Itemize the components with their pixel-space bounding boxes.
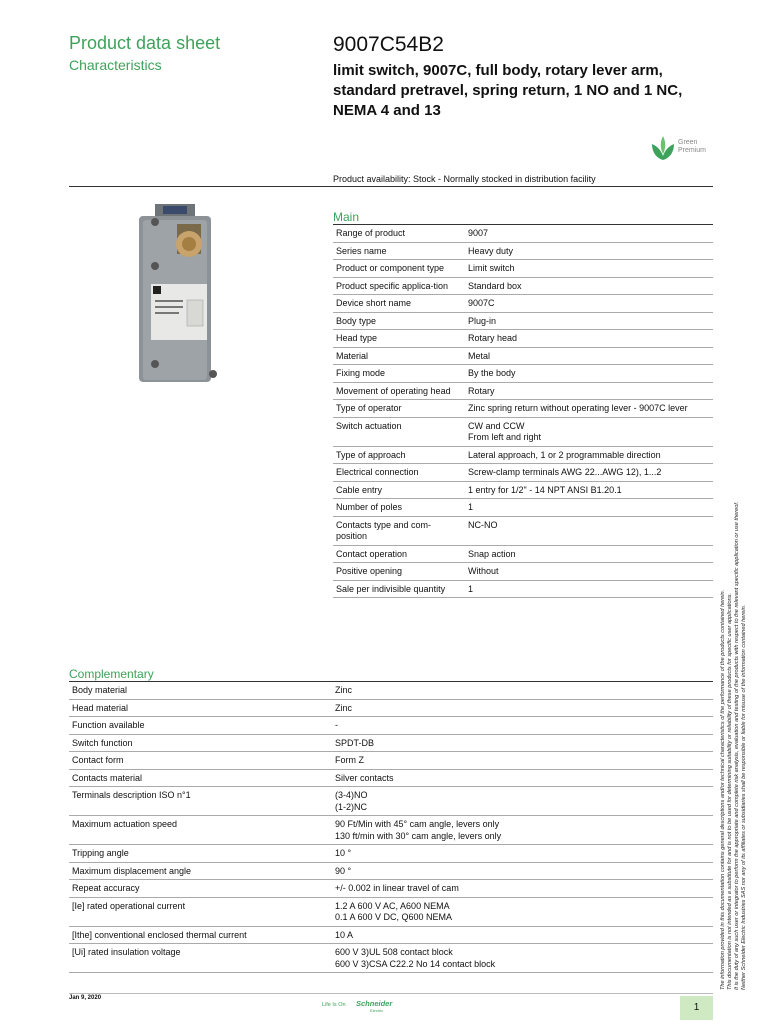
brand-sub: Electric xyxy=(370,1008,384,1013)
row-label: Switch function xyxy=(69,734,332,752)
disclaimer-line: The information provided in this documentation contains general descriptions and/or technical characteristics of the performance of the products contained herein. xyxy=(720,589,726,990)
table-row xyxy=(333,563,713,581)
table-row xyxy=(69,787,713,816)
row-label: Contacts type and com-position xyxy=(333,516,465,545)
table-row xyxy=(333,400,713,418)
product-availability: Product availability: Stock - Normally stocked in distribution facility xyxy=(333,174,596,184)
table-row xyxy=(69,734,713,752)
table-row xyxy=(69,944,713,973)
leaf-icon xyxy=(650,134,676,162)
row-value: Snap action xyxy=(465,545,713,563)
table-row xyxy=(69,862,713,880)
row-value: Silver contacts xyxy=(332,769,713,787)
row-label: Maximum actuation speed xyxy=(69,816,332,845)
row-label: Series name xyxy=(333,242,465,260)
product-image xyxy=(137,204,229,384)
row-label: Material xyxy=(333,347,465,365)
row-value: Limit switch xyxy=(465,260,713,278)
row-label: Fixing mode xyxy=(333,365,465,383)
table-row xyxy=(333,330,713,348)
product-description: limit switch, 9007C, full body, rotary lever arm, standard pretravel, spring return, 1 NO and 1 NC, NEMA 4 and 13 xyxy=(333,62,683,119)
footer-date: Jan 9, 2020 xyxy=(69,995,102,1001)
row-label: Positive opening xyxy=(333,563,465,581)
green-premium-line1: Green xyxy=(678,139,698,146)
table-row xyxy=(333,516,713,545)
page-number-box xyxy=(680,996,713,1020)
table-row xyxy=(333,347,713,365)
row-value: 1.2 A 600 V AC, A600 NEMA 0.1 A 600 V DC, Q600 NEMA xyxy=(332,897,713,926)
row-value: 1 xyxy=(465,580,713,598)
row-value: CW and CCW From left and right xyxy=(465,417,713,446)
row-label: Device short name xyxy=(333,295,465,313)
complementary-characteristics-table xyxy=(69,681,713,973)
green-premium-line2: Premium xyxy=(678,147,707,154)
table-row xyxy=(69,816,713,845)
row-value: Without xyxy=(465,563,713,581)
main-characteristics-table xyxy=(333,224,713,598)
row-value: 1 entry for 1/2" - 14 NPT ANSI B1.20.1 xyxy=(465,481,713,499)
green-premium-logo xyxy=(650,134,720,164)
row-value: 9007 xyxy=(465,225,713,243)
row-value: +/- 0.002 in linear travel of cam xyxy=(332,880,713,898)
row-label: Range of product xyxy=(333,225,465,243)
row-value: Form Z xyxy=(332,752,713,770)
row-label: Product specific applica-tion xyxy=(333,277,465,295)
page-number: 1 xyxy=(693,1002,700,1013)
table-row xyxy=(333,417,713,446)
row-label: [Ui] rated insulation voltage xyxy=(69,944,332,973)
table-row xyxy=(69,880,713,898)
row-value: 9007C xyxy=(465,295,713,313)
row-label: Maximum displacement angle xyxy=(69,862,332,880)
row-value: SPDT-DB xyxy=(332,734,713,752)
row-label: Type of operator xyxy=(333,400,465,418)
table-row xyxy=(69,769,713,787)
row-label: Number of poles xyxy=(333,499,465,517)
table-row xyxy=(333,242,713,260)
legal-disclaimer xyxy=(716,350,756,990)
complementary-section-title: Complementary xyxy=(69,667,154,681)
row-label: Head material xyxy=(69,699,332,717)
row-value: Lateral approach, 1 or 2 programmable direction xyxy=(465,446,713,464)
row-label: Terminals description ISO n°1 xyxy=(69,787,332,816)
row-label: Function available xyxy=(69,717,332,735)
schneider-electric-logo xyxy=(322,996,402,1016)
row-value: Heavy duty xyxy=(465,242,713,260)
row-value: By the body xyxy=(465,365,713,383)
table-row xyxy=(69,682,713,700)
row-value: 10 ° xyxy=(332,845,713,863)
row-value: Zinc xyxy=(332,682,713,700)
row-value: Screw-clamp terminals AWG 22...AWG 12), 1...2 xyxy=(465,464,713,482)
brand-name: Schneider xyxy=(356,999,393,1008)
table-row xyxy=(333,580,713,598)
disclaimer-line: It is the duty of any such user or integrator to perform the appropriate and complete risk analysis, evaluation and testing of the products with respect to the relevant specific application or use thereof. xyxy=(734,501,740,990)
product-code: 9007C54B2 xyxy=(333,33,444,56)
table-row xyxy=(333,499,713,517)
row-value: NC-NO xyxy=(465,516,713,545)
row-value: 1 xyxy=(465,499,713,517)
row-value: - xyxy=(332,717,713,735)
row-label: Movement of operating head xyxy=(333,382,465,400)
disclaimer-line: This documentation is not intended as a substitute for and is not to be used for determining suitability or reliability of these products for specific user applications. xyxy=(727,592,733,990)
table-row xyxy=(333,225,713,243)
row-label: Contact form xyxy=(69,752,332,770)
table-row xyxy=(333,481,713,499)
row-value: Zinc spring return without operating lever - 9007C lever xyxy=(465,400,713,418)
row-label: Contact operation xyxy=(333,545,465,563)
table-row xyxy=(69,717,713,735)
table-row xyxy=(333,446,713,464)
row-label: Body material xyxy=(69,682,332,700)
row-label: Contacts material xyxy=(69,769,332,787)
table-row xyxy=(69,897,713,926)
row-label: Tripping angle xyxy=(69,845,332,863)
row-value: Rotary xyxy=(465,382,713,400)
row-label: Body type xyxy=(333,312,465,330)
row-label: Head type xyxy=(333,330,465,348)
row-label: Type of approach xyxy=(333,446,465,464)
row-value: 10 A xyxy=(332,926,713,944)
table-row xyxy=(333,382,713,400)
row-value: (3-4)NO (1-2)NC xyxy=(332,787,713,816)
row-value: 90 ° xyxy=(332,862,713,880)
disclaimer-line: Neither Schneider Electric Industries SAS nor any of its affiliates or subsidiaries shall be responsible or liable for misuse of the information contained herein. xyxy=(741,604,747,990)
table-row xyxy=(333,295,713,313)
row-label: Product or component type xyxy=(333,260,465,278)
footer-divider xyxy=(69,993,713,994)
table-row xyxy=(69,845,713,863)
table-row xyxy=(333,365,713,383)
table-row xyxy=(69,926,713,944)
table-row xyxy=(333,260,713,278)
row-value: Standard box xyxy=(465,277,713,295)
table-row xyxy=(333,464,713,482)
table-row xyxy=(333,277,713,295)
row-value: Plug-in xyxy=(465,312,713,330)
row-value: Rotary head xyxy=(465,330,713,348)
table-row xyxy=(333,312,713,330)
row-label: Cable entry xyxy=(333,481,465,499)
row-label: [Ithe] conventional enclosed thermal current xyxy=(69,926,332,944)
row-label: [Ie] rated operational current xyxy=(69,897,332,926)
row-value: 600 V 3)UL 508 contact block 600 V 3)CSA C22.2 No 14 contact block xyxy=(332,944,713,973)
table-row xyxy=(69,752,713,770)
row-value: Zinc xyxy=(332,699,713,717)
table-row xyxy=(333,545,713,563)
row-value: Metal xyxy=(465,347,713,365)
table-row xyxy=(69,699,713,717)
row-value: 90 Ft/Min with 45° cam angle, levers only 130 ft/min with 30° cam angle, levers only xyxy=(332,816,713,845)
life-is-on-text: Life Is On xyxy=(322,1002,346,1008)
document-subtitle: Characteristics xyxy=(69,57,162,73)
row-label: Electrical connection xyxy=(333,464,465,482)
main-section-title: Main xyxy=(333,210,360,224)
row-label: Switch actuation xyxy=(333,417,465,446)
row-label: Repeat accuracy xyxy=(69,880,332,898)
row-label: Sale per indivisible quantity xyxy=(333,580,465,598)
header-divider xyxy=(69,186,713,187)
document-title: Product data sheet xyxy=(69,33,221,53)
